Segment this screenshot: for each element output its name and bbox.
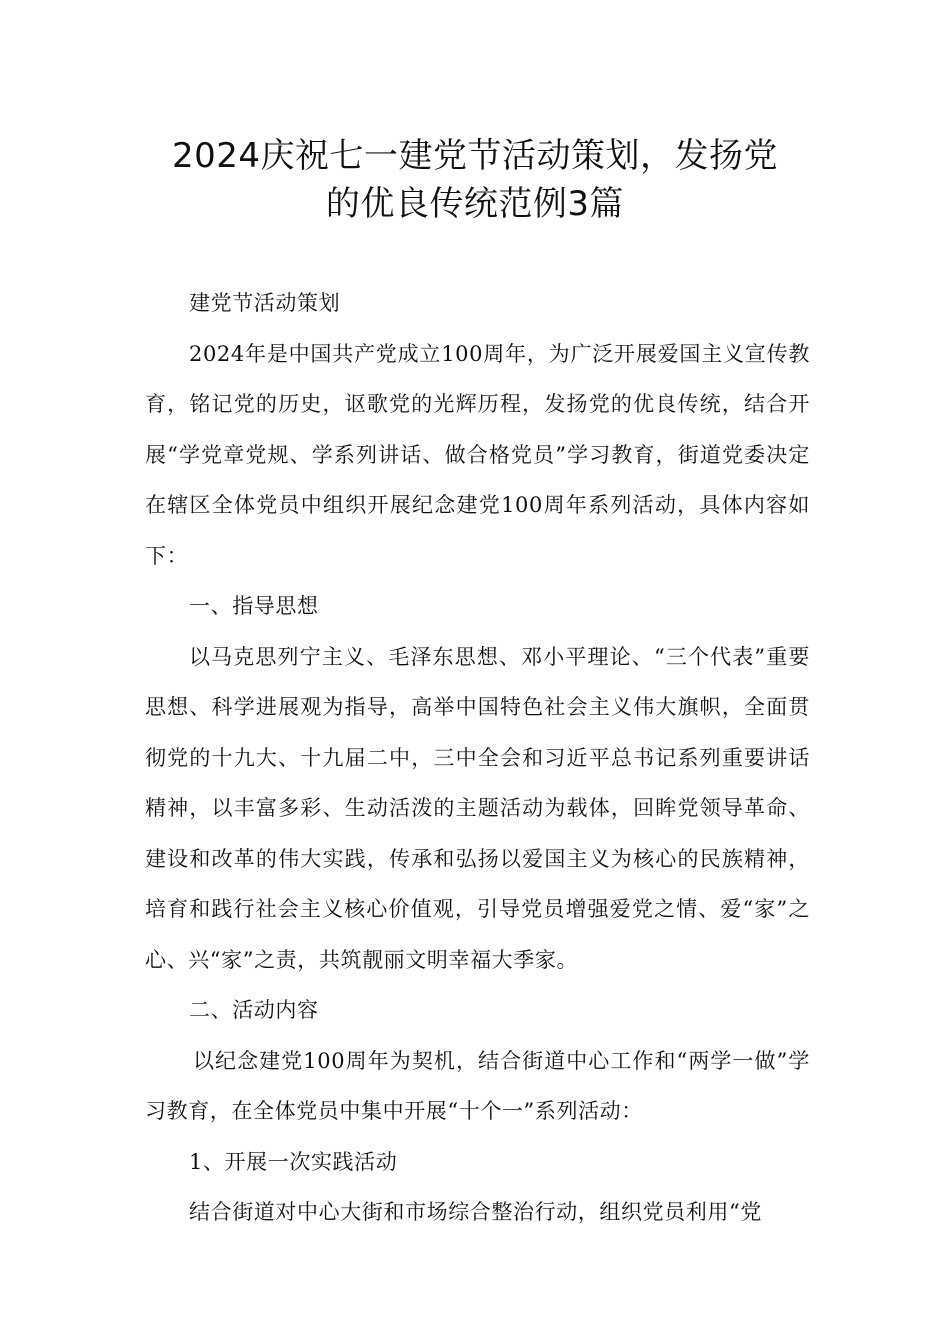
title-line-2: 的优良传统范例3篇 — [325, 184, 625, 224]
intro-paragraph: 2024年是中国共产党成立100周年，为广泛开展爱国主义宣传教育，铭记党的历史，讴歌党的光辉历程，发扬党的优良传统，结合开展“学党章党规、学系列讲话、做合格党员”学习教育，街道党委决定在辖区全体党员中组织开展纪念建党100周年系列活动，具体内容如下： — [145, 341, 810, 568]
title-line-1: 2024庆祝七一建党节活动策划，发扬党 — [171, 136, 779, 176]
section-heading-activity-content: 二、活动内容 — [189, 998, 319, 1022]
subsection-heading-practice-activity: 1、开展一次实践活动 — [189, 1149, 398, 1174]
activity-content-paragraph: 以纪念建党100周年为契机，结合街道中心工作和“两学一做”学习教育，在全体党员中集中开展“十个一”系列活动： — [145, 1048, 810, 1123]
section-heading-activity-plan: 建党节活动策划 — [189, 291, 341, 315]
document-body — [145, 278, 810, 1238]
practice-activity-paragraph: 结合街道对中心大街和市场综合整治行动，组织党员利用“党 — [189, 1200, 762, 1224]
section-heading-guiding-ideology: 一、指导思想 — [189, 594, 319, 618]
guiding-ideology-paragraph: 以马克思列宁主义、毛泽东思想、邓小平理论、“三个代表”重要思想、科学进展观为指导，高举中国特色社会主义伟大旗帜，全面贯彻党的十九大、十九届二中，三中全会和习近平总书记系列重要讲话精神，以丰富多彩、生动活泼的主题活动为载体，回眸党领导革命、建设和改革的伟大实践，传承和弘扬以爱国主义为核心的民族精神，培育和践行社会主义核心价值观，引导党员增强爱党之情、爱“家”之心、兴“家”之责，共筑靓丽文明幸福大季家。 — [145, 644, 810, 972]
document-title — [120, 132, 830, 228]
